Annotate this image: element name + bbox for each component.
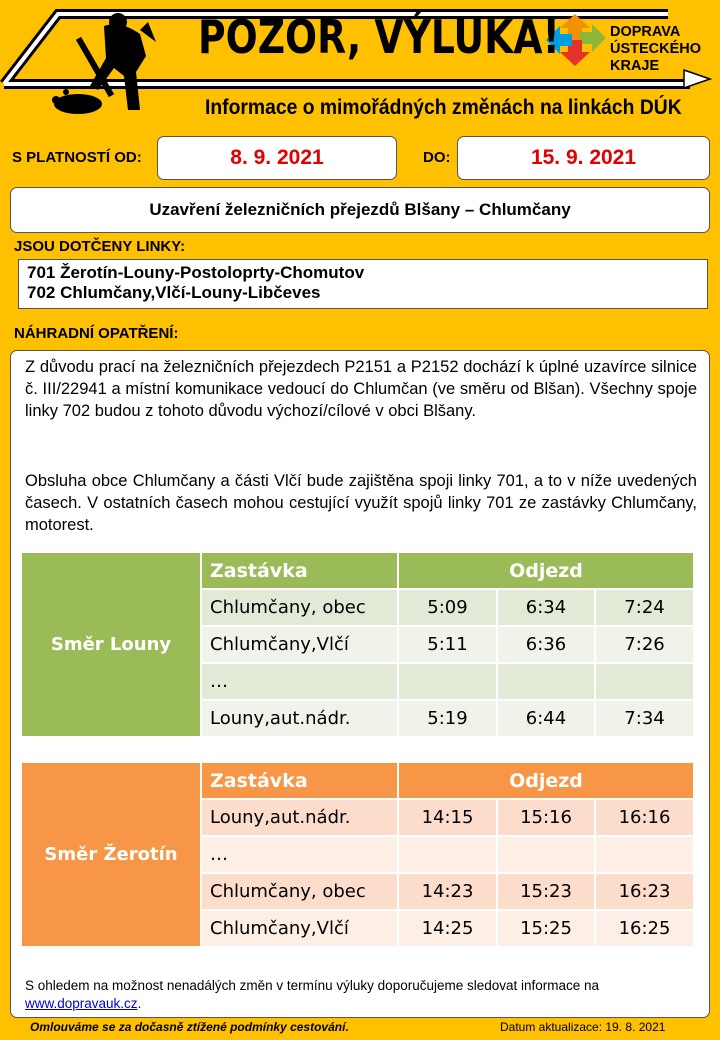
stop-name: … <box>201 836 398 873</box>
departure-time <box>595 836 694 873</box>
stop-name: … <box>201 663 398 700</box>
valid-from-value: 8. 9. 2021 <box>157 136 397 180</box>
departure-time <box>595 663 694 700</box>
valid-from-label: S PLATNOSTÍ OD: <box>12 149 142 166</box>
measures-paragraph: Obsluha obce Chlumčany a části Vlčí bude zajištěna spoji linky 701, a to v níže uvedených časech. V ostatních časech mohou cestující využít spojů linky 701 ze zastávky Chlumčany, motorest. <box>25 472 697 534</box>
stop-name: Chlumčany, obec <box>201 873 398 910</box>
table-header-row <box>21 552 694 589</box>
apology-note: Omlouváme se za dočasně ztížené podmínky cestování. <box>30 1020 349 1034</box>
valid-to-value: 15. 9. 2021 <box>457 136 710 180</box>
departure-time: 15:25 <box>497 910 595 947</box>
affected-line: 701 Žerotín-Louny-Postoloprty-Chomutov <box>27 263 365 282</box>
closure-title: Uzavření železničních přejezdů Blšany – Chlumčany <box>10 187 710 233</box>
logo-text <box>610 24 701 75</box>
logo-line: ÚSTECKÉHO <box>610 41 702 57</box>
stop-name: Chlumčany,Vlčí <box>201 910 398 947</box>
website-link[interactable]: www.dopravauk.cz <box>25 996 138 1011</box>
departure-time: 7:26 <box>595 626 694 663</box>
departure-time: 6:34 <box>497 589 595 626</box>
departure-time: 6:44 <box>497 700 595 737</box>
logo-line: KRAJE <box>610 58 660 74</box>
departure-time: 14:25 <box>398 910 497 947</box>
logo-line: DOPRAVA <box>610 24 681 40</box>
valid-to-label: DO: <box>423 149 451 166</box>
road-worker-icon <box>52 13 156 114</box>
stop-header: Zastávka <box>201 762 398 799</box>
measures-paragraph: Z důvodu prací na železničních přejezdech P2151 a P2152 dochází k úplné uzavírce silnice č. III/22941 a místní komunikace vedoucí do Chlumčan (ve směru od Blšan). Všechny spoje linky 702 budou z tohoto důvodu výchozí/cílové v obci Blšany. <box>25 358 697 420</box>
page-subtitle: Informace o mimořádných změnách na linkách DÚK <box>205 96 682 119</box>
affected-lines-label: JSOU DOTČENY LINKY: <box>14 238 186 255</box>
departure-time: 7:24 <box>595 589 694 626</box>
footer-note-text: S ohledem na možnost nenadálých změn v termínu výluky doporučujeme sledovat informace na <box>25 978 600 993</box>
timetable-zerotin <box>20 761 695 948</box>
affected-lines-box <box>18 259 708 309</box>
departure-time <box>497 836 595 873</box>
departure-time <box>497 663 595 700</box>
affected-line: 702 Chlumčany,Vlčí-Louny-Libčeves <box>27 283 321 302</box>
departure-header: Odjezd <box>398 552 694 589</box>
page-title: POZOR, VÝLUKA! <box>198 10 560 64</box>
stop-header: Zastávka <box>201 552 398 589</box>
departure-time: 16:23 <box>595 873 694 910</box>
timetable-louny <box>20 551 695 738</box>
departure-time: 14:15 <box>398 799 497 836</box>
departure-time <box>398 663 497 700</box>
measures-label: NÁHRADNÍ OPATŘENÍ: <box>14 325 179 342</box>
departure-time: 14:23 <box>398 873 497 910</box>
departure-time: 16:25 <box>595 910 694 947</box>
stop-name: Chlumčany, obec <box>201 589 398 626</box>
departure-time: 16:16 <box>595 799 694 836</box>
departure-time: 5:09 <box>398 589 497 626</box>
stop-name: Louny,aut.nádr. <box>201 700 398 737</box>
footer-link-suffix: . <box>137 996 142 1011</box>
table-header-row <box>21 762 694 799</box>
departure-time: 6:36 <box>497 626 595 663</box>
footer-note <box>25 977 697 1013</box>
departure-time: 15:16 <box>497 799 595 836</box>
stop-name: Chlumčany,Vlčí <box>201 626 398 663</box>
departure-time: 15:23 <box>497 873 595 910</box>
departure-time: 5:19 <box>398 700 497 737</box>
direction-cell: Směr Louny <box>21 552 201 737</box>
update-date: Datum aktualizace: 19. 8. 2021 <box>500 1020 666 1034</box>
departure-header: Odjezd <box>398 762 694 799</box>
departure-time <box>398 836 497 873</box>
stop-name: Louny,aut.nádr. <box>201 799 398 836</box>
departure-time: 5:11 <box>398 626 497 663</box>
direction-cell: Směr Žerotín <box>21 762 201 947</box>
departure-time: 7:34 <box>595 700 694 737</box>
